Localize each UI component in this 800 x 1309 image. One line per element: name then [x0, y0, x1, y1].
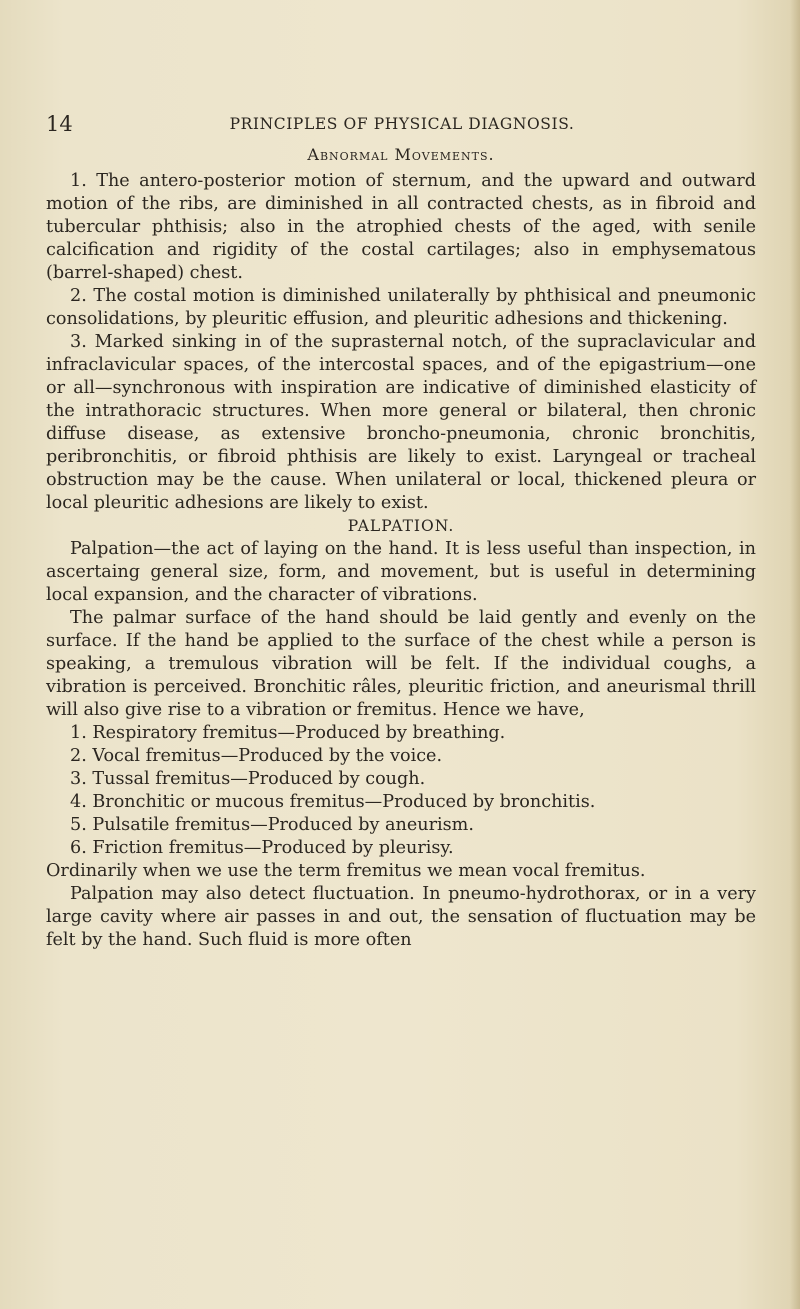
fremitus-list-item: 4. Bronchitic or mucous fremitus—Produced by bronchitis. — [70, 792, 596, 812]
page-number: 14 — [46, 112, 73, 136]
fremitus-list — [46, 722, 756, 860]
page-header — [46, 112, 746, 140]
abnormal-movements-paragraph-2: 2. The costal motion is diminished unilaterally by phthisical and pneumonic consolidations, by pleuritic effusion, and pleuritic adhesions and thickening. — [46, 286, 756, 329]
running-head: PRINCIPLES OF PHYSICAL DIAGNOSIS. — [229, 115, 575, 133]
palmar-surface-paragraph: The palmar surface of the hand should be laid gently and evenly on the surface. If the hand be applied to the surface of the chest while a person is speaking, a tremulous vibration will be felt. If the individual coughs, a vibration is perceived. Bronchitic râles, pleuritic friction, and aneurismal thrill will also give rise to a vibration or fremitus. Hence we have, — [46, 608, 756, 720]
abnormal-movements-heading: Abnormal Movements. — [307, 145, 495, 164]
fremitus-list-item: 1. Respiratory fremitus—Produced by breathing. — [70, 723, 506, 743]
fremitus-list-item: 6. Friction fremitus—Produced by pleurisy. — [70, 838, 454, 858]
fremitus-list-item: 3. Tussal fremitus—Produced by cough. — [70, 769, 426, 789]
fremitus-list-item: 5. Pulsatile fremitus—Produced by aneurism. — [70, 815, 474, 835]
page-body — [46, 143, 756, 952]
abnormal-movements-paragraph-3: 3. Marked sinking in of the suprasternal notch, of the supraclavicular and infraclavicular spaces, of the intercostal spaces, and of the epigastrium—one or all—synchronous with inspiration are indicative of diminished elasticity of the intrathoracic structures. When more general or bilateral, then chronic diffuse disease, as extensive broncho-pneumonia, chronic bronchitis, peribronchitis, or fibroid phthisis are likely to exist. Laryngeal or tracheal obstruction may be the cause. When unilateral or local, thickened pleura or local pleuritic adhesions are likely to exist. — [46, 332, 756, 513]
fremitus-list-item: 2. Vocal fremitus—Produced by the voice. — [70, 746, 443, 766]
fluctuation-paragraph: Palpation may also detect fluctuation. In pneumo-hydrothorax, or in a very large cavity where air passes in and out, the sensation of fluctuation may be felt by the hand. Such fluid is more often — [46, 884, 756, 950]
palpation-intro-paragraph: Palpation—the act of laying on the hand. It is less useful than inspection, in ascertaing general size, form, and movement, but is useful in determining local expansion, and the character of vibrations. — [46, 539, 756, 605]
abnormal-movements-paragraph-1: 1. The antero-posterior motion of sternum, and the upward and outward motion of the ribs, are diminished in all contracted chests, as in fibroid and tubercular phthisis; also in the atrophied chests of the aged, with senile calcification and rigidity of the costal cartilages; also in emphysematous (barrel-shaped) chest. — [46, 171, 756, 283]
palpation-heading: PALPATION. — [347, 517, 455, 535]
ordinarily-paragraph: Ordinarily when we use the term fremitus we mean vocal fremitus. — [46, 861, 646, 881]
